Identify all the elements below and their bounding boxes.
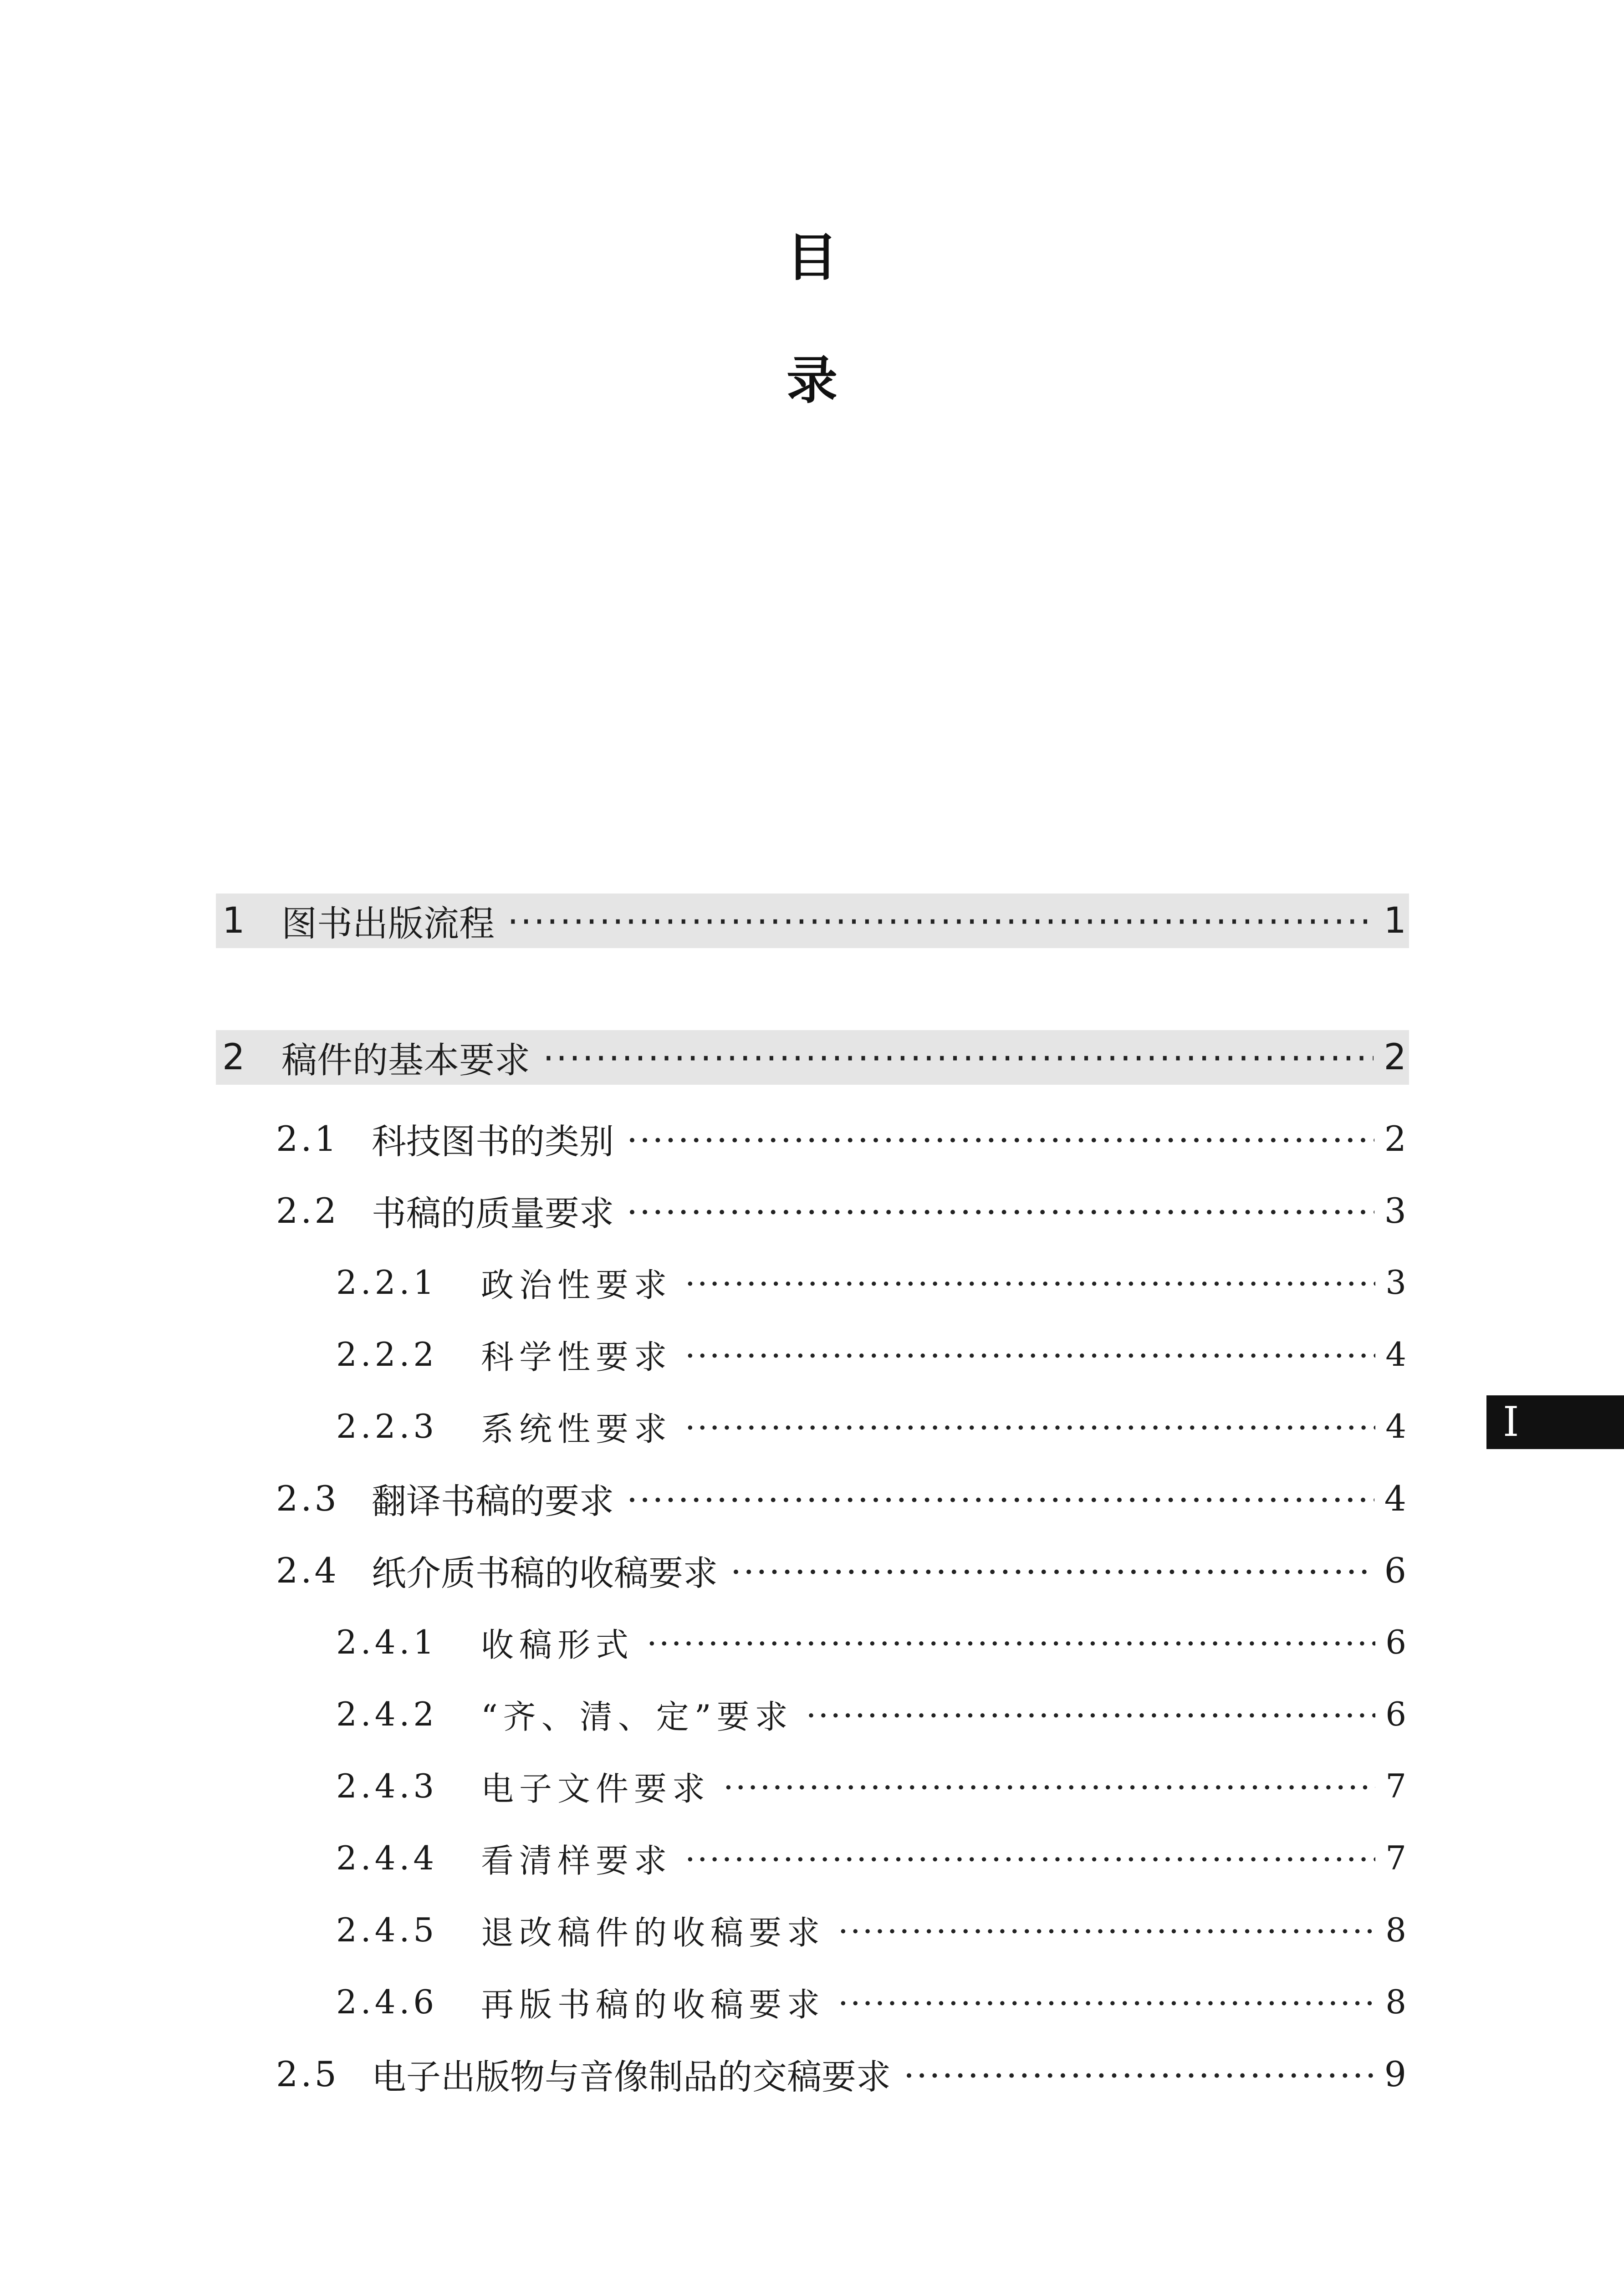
toc-entry-page: 4 [1385, 1407, 1406, 1445]
toc-dot-leader [543, 1036, 1374, 1079]
toc-entry-page: 3 [1384, 1190, 1406, 1231]
toc-dot-leader [904, 2052, 1374, 2096]
toc-dot-leader [685, 1262, 1375, 1303]
toc-dot-leader [507, 899, 1374, 943]
toc-entry-page: 1 [1384, 900, 1406, 941]
toc-entry-page: 7 [1385, 1767, 1406, 1805]
toc-entry-2-4-2[interactable] [336, 1687, 1409, 1741]
toc-entry-number: 2.4.5 [336, 1911, 438, 1949]
toc-entry-2-3[interactable] [276, 1471, 1409, 1526]
toc-entry-title: 纸介质书稿的收稿要求 [372, 1552, 718, 1593]
toc-dot-leader [730, 1549, 1374, 1592]
toc-dot-leader [685, 1334, 1375, 1375]
toc-dot-leader [627, 1117, 1374, 1160]
toc-entry-2-2-3[interactable] [336, 1399, 1409, 1454]
toc-dot-leader [627, 1189, 1374, 1232]
toc-entry-2[interactable] [216, 1030, 1409, 1085]
toc-entry-page: 7 [1385, 1839, 1406, 1877]
toc-dot-leader [838, 1909, 1375, 1950]
toc-entry-title: 再版书稿的收稿要求 [481, 1986, 826, 2024]
toc-entry-2-4-1[interactable] [336, 1615, 1409, 1669]
toc-dot-leader [806, 1694, 1376, 1735]
page-title-char-1: 目 [786, 228, 838, 287]
toc-entry-2-4[interactable] [276, 1543, 1409, 1598]
toc-entry-number: 2.1 [276, 1118, 339, 1159]
toc-entry-page: 6 [1385, 1623, 1406, 1661]
toc-entry-page: 6 [1384, 1550, 1406, 1591]
toc-entry-2-4-6[interactable] [336, 1975, 1409, 2029]
toc-entry-title: 稿件的基本要求 [281, 1040, 531, 1081]
toc-dot-leader [685, 1838, 1375, 1879]
toc-entry-number: 2.4.2 [336, 1695, 438, 1733]
toc-entry-page: 4 [1384, 1478, 1406, 1519]
toc-entry-number: 2.2.1 [336, 1263, 438, 1302]
toc-entry-2-2-1[interactable] [336, 1255, 1409, 1310]
page-number-tab: I [1486, 1395, 1624, 1449]
toc-entry-page: 2 [1384, 1118, 1406, 1159]
page-title-char-2: 录 [786, 351, 838, 410]
toc-entry-title: 翻译书稿的要求 [372, 1481, 614, 1521]
toc-entry-number: 2.3 [276, 1478, 339, 1519]
toc-entry-page: 8 [1385, 1983, 1406, 2021]
toc-entry-title: 政治性要求 [481, 1266, 673, 1304]
toc-entry-number: 2.2.3 [336, 1407, 438, 1445]
toc-entry-number: 2.2.2 [336, 1335, 438, 1373]
toc-entry-page: 2 [1384, 1037, 1406, 1078]
toc-entry-number: 2.5 [276, 2053, 339, 2094]
toc-entry-title: 书稿的质量要求 [372, 1193, 614, 1234]
toc-entry-number: 2.4.4 [336, 1839, 438, 1877]
toc-entry-title: 退改稿件的收稿要求 [481, 1914, 826, 1952]
toc-entry-title: 科技图书的类别 [372, 1121, 614, 1162]
toc-dot-leader [627, 1477, 1374, 1520]
toc-entry-page: 6 [1385, 1695, 1406, 1733]
toc-entry-number: 2 [222, 1037, 245, 1078]
toc-entry-title: 电子出版物与音像制品的交稿要求 [372, 2056, 891, 2097]
toc-entry-1[interactable] [216, 893, 1409, 948]
toc-entry-2-4-3[interactable] [336, 1759, 1409, 1813]
toc-entry-page: 4 [1385, 1335, 1406, 1373]
toc-entry-title: 科学性要求 [481, 1338, 673, 1376]
toc-dot-leader [647, 1622, 1375, 1663]
toc-dot-leader [838, 1981, 1375, 2022]
toc-entry-title: 收稿形式 [481, 1626, 634, 1664]
toc-entry-number: 2.4 [276, 1550, 339, 1591]
toc-entry-2-4-5[interactable] [336, 1903, 1409, 1957]
toc-dot-leader [685, 1406, 1375, 1447]
toc-entry-2-1[interactable] [276, 1111, 1409, 1166]
toc-dot-leader [723, 1766, 1375, 1807]
toc-entry-page: 9 [1384, 2053, 1406, 2094]
toc-entry-page: 8 [1385, 1911, 1406, 1949]
toc-entry-title: 图书出版流程 [281, 904, 495, 944]
toc-entry-number: 2.4.1 [336, 1623, 438, 1661]
toc-entry-2-5[interactable] [276, 2047, 1409, 2101]
toc-entry-title: 系统性要求 [481, 1410, 673, 1448]
toc-entry-title: “齐、清、定”要求 [481, 1698, 793, 1736]
toc-entry-number: 2.4.6 [336, 1983, 438, 2021]
toc-entry-2-2-2[interactable] [336, 1327, 1409, 1382]
toc-entry-number: 2.2 [276, 1190, 339, 1231]
toc-entry-2-4-4[interactable] [336, 1831, 1409, 1885]
toc-entry-2-2[interactable] [276, 1183, 1409, 1238]
toc-entry-page: 3 [1385, 1263, 1406, 1302]
toc-entry-number: 2.4.3 [336, 1767, 438, 1805]
toc-entry-number: 1 [222, 900, 245, 941]
toc-entry-title: 电子文件要求 [481, 1770, 711, 1808]
toc-entry-title: 看清样要求 [481, 1842, 673, 1880]
